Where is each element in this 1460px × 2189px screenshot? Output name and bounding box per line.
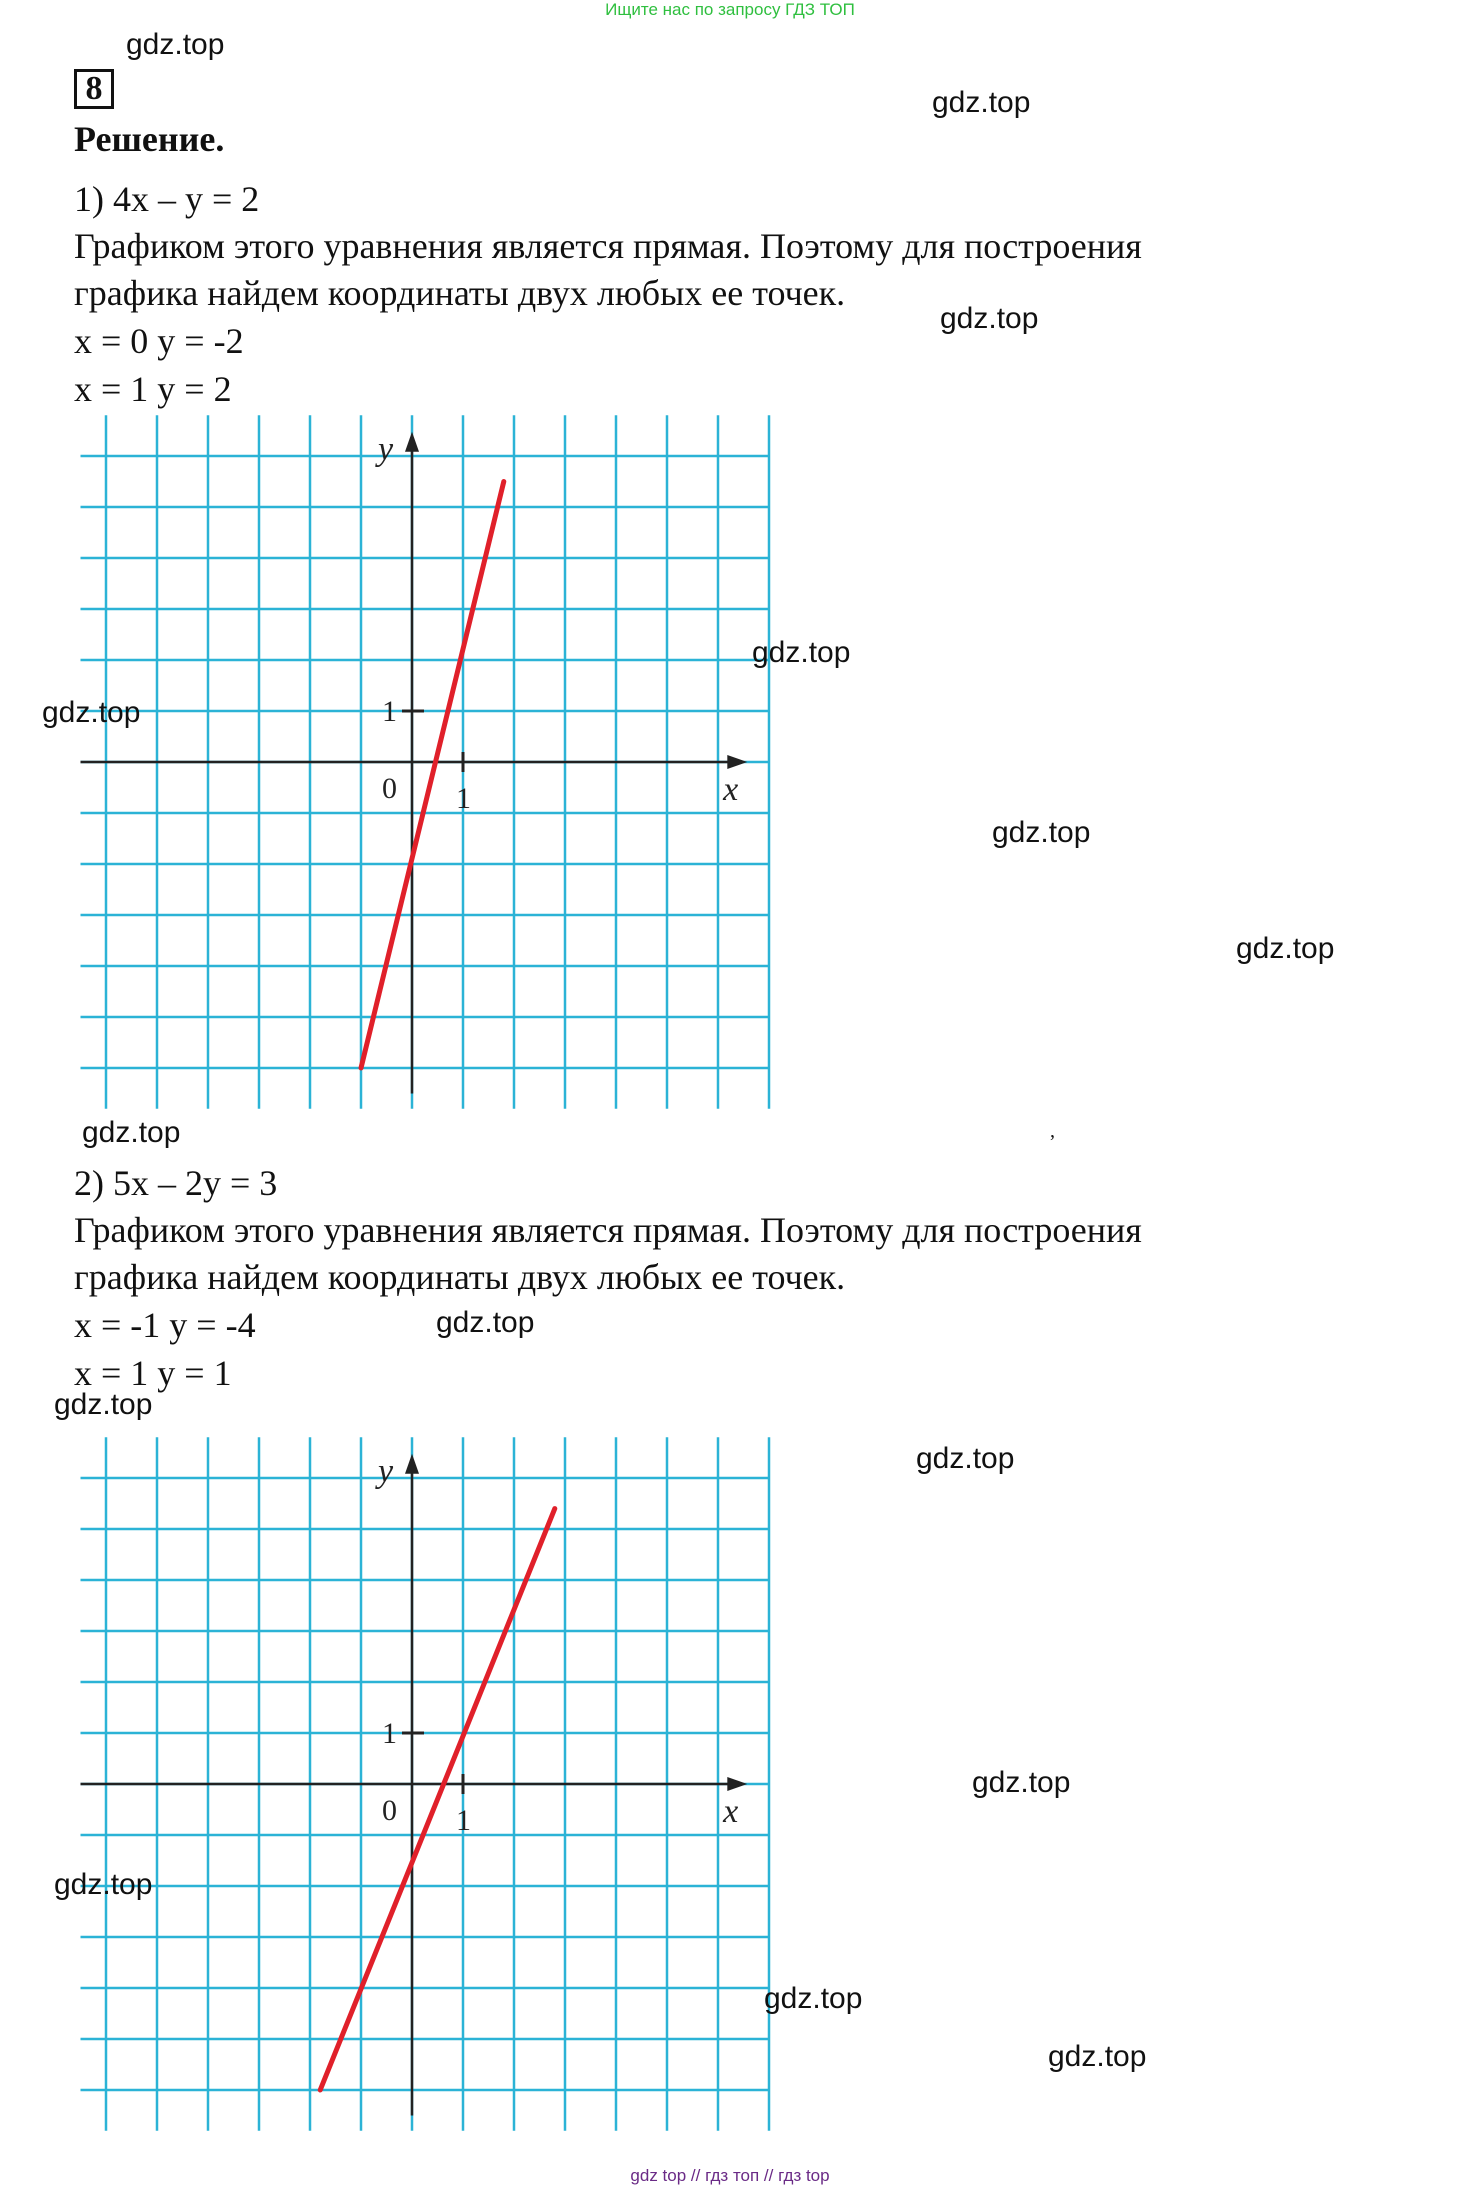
origin-label: 0: [382, 1794, 397, 1827]
watermark: gdz.top: [992, 816, 1091, 849]
part1-equation: 1) 4x – y = 2: [74, 179, 260, 219]
watermark: gdz.top: [436, 1306, 535, 1339]
x-unit-label: 1: [456, 1804, 471, 1837]
x-axis-label: x: [723, 771, 739, 808]
part1-text-line2: графика найдем координаты двух любых ее точек.: [74, 273, 846, 313]
x-unit-label: 1: [456, 782, 471, 815]
solution-heading: Решение.: [74, 119, 225, 159]
part2-text-line2: графика найдем координаты двух любых ее точек.: [74, 1257, 846, 1297]
y-axis-label: y: [378, 1453, 394, 1490]
watermark: gdz.top: [1048, 2040, 1147, 2073]
y-axis-arrow: [405, 432, 419, 452]
watermark: gdz.top: [972, 1766, 1071, 1799]
y-axis-label: y: [378, 431, 394, 468]
watermark: gdz.top: [54, 1868, 153, 1901]
part1-text-line1: Графиком этого уравнения является прямая. Поэтому для построения: [74, 226, 1142, 266]
part1-point1: x = 0 y = -2: [74, 321, 244, 361]
watermark: gdz.top: [82, 1116, 181, 1149]
part2-text-line1: Графиком этого уравнения является прямая. Поэтому для построения: [74, 1210, 1142, 1250]
watermark: gdz.top: [940, 302, 1039, 335]
part2-equation: 2) 5x – 2y = 3: [74, 1163, 278, 1203]
x-axis-arrow: [727, 1777, 747, 1791]
watermark: gdz.top: [54, 1388, 153, 1421]
stray-mark: ,: [1050, 1120, 1055, 1142]
watermark: gdz.top: [752, 636, 851, 669]
footer: gdz top // гдз топ // гдз top: [630, 2166, 830, 2185]
watermark: gdz.top: [1236, 932, 1335, 965]
x-axis-label: x: [723, 1793, 739, 1830]
top-banner: Ищите нас по запросу ГДЗ ТОП: [605, 0, 855, 19]
part2-point2: x = 1 y = 1: [74, 1353, 232, 1393]
graph-line: [320, 1509, 555, 2090]
graph-part2: [80, 1434, 770, 2134]
x-axis-arrow: [727, 755, 747, 769]
watermark: gdz.top: [764, 1982, 863, 2015]
part1-point2: x = 1 y = 2: [74, 369, 232, 409]
problem-number: 8: [74, 69, 114, 109]
y-unit-label: 1: [382, 695, 397, 728]
origin-label: 0: [382, 772, 397, 805]
watermark: gdz.top: [916, 1442, 1015, 1475]
watermark: gdz.top: [932, 86, 1031, 119]
part2-point1: x = -1 y = -4: [74, 1305, 256, 1345]
graph-part1: [80, 412, 770, 1112]
watermark: gdz.top: [126, 28, 225, 61]
y-unit-label: 1: [382, 1717, 397, 1750]
y-axis-arrow: [405, 1454, 419, 1474]
watermark: gdz.top: [42, 696, 141, 729]
